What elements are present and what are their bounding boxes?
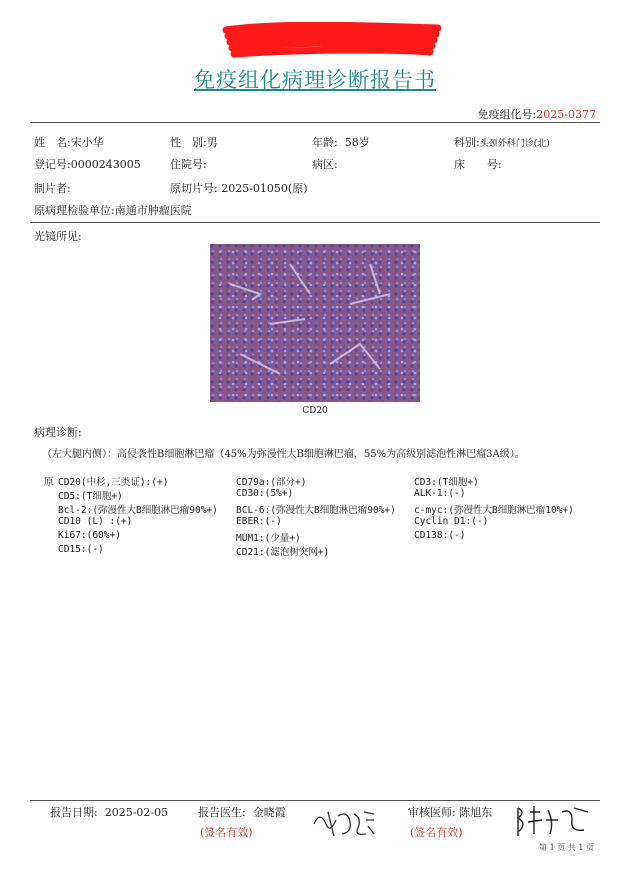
ihc-result: ALK-1:(-) [414,488,466,499]
image-caption: CD20 [302,406,328,416]
doctor-signature [310,804,380,840]
ihc-result: CD3:(T细胞+) [414,477,479,488]
ihc-result: Cyclin D1:(-) [414,516,489,527]
ihc-result: CD138:(-) [414,530,466,541]
ihc-result: CD20(中杉,三类证):(+) [58,477,169,488]
ihc-result: CD79a:(部分+) [236,477,307,488]
doctor-sign-note: (签名有效) [200,826,253,839]
ihc-result: MUM1:(少量+) [236,533,301,544]
dept-field: 科别:头颈外科门诊(北) [454,136,550,149]
sex-field: 性 别:男 [170,136,218,149]
diagnosis-label: 病理诊断: [34,426,82,439]
report-doctor: 金晓霞 [252,806,286,819]
reviewer-signature [514,802,594,840]
ihc-result: CD21:(滤泡树突网+) [236,547,330,558]
divider [30,222,600,223]
ihc-prefix: 原 [44,477,54,488]
microscopy-label: 光镜所见: [34,230,82,243]
ihc-result: Bcl-2:(弥漫性大B细胞淋巴瘤90%+) [58,505,218,516]
doc-number-value: 2025-0377 [536,108,596,121]
ihc-result: Ki67:(60%+) [58,530,121,541]
page-number: 第 1 页 共 1 页 [539,843,594,852]
patient-dept: 头颈外科门诊(北) [479,139,550,149]
inpatient-field: 住院号: [170,158,207,171]
divider [30,800,600,801]
reg-number: 0000243005 [70,158,141,171]
patient-sex: 男 [206,136,218,149]
ihc-result: c-myc:(弥漫性大B细胞淋巴瘤10%+) [414,505,574,516]
doc-number-label: 免疫组化号: [477,108,537,121]
bed-field: 床 号: [454,158,502,171]
orig-slide-field: 原切片号: 2025-01050(原) [170,182,308,195]
doc-number [478,106,596,122]
report-doctor-field: 报告医生: 金晓霞 [198,806,286,819]
maker-field: 制片者: [34,182,71,195]
report-date-field: 报告日期: 2025-02-05 [50,806,169,819]
reviewer-sign-note: (签名有效) [410,826,463,839]
reviewer-field: 审核医师: 陈旭东 [408,806,493,819]
patient-name: 宋小华 [70,136,104,149]
divider [30,122,600,123]
ihc-result: CD30:(5%+) [236,488,294,499]
redaction-mark [222,22,444,62]
ihc-result: CD15:(-) [58,544,104,555]
patient-age: 58岁 [344,136,370,149]
ihc-result: BCL-6:(弥漫性大B细胞淋巴瘤90%+) [236,505,396,516]
ihc-result: CD10 (L) :(+) [58,516,133,527]
diagnosis-text: （左大腿内侧）：高侵袭性B细胞淋巴瘤（45%为弥漫性大B细胞淋巴瘤，55%为高级别滤泡性淋巴瘤3A级）。 [42,449,525,460]
orig-unit-field: 原病理检验单位:南通市肿瘤医院 [34,204,192,217]
age-field: 年龄: 58岁 [312,136,370,149]
ihc-result: EBER:(-) [236,516,282,527]
ward-field: 病区: [312,158,338,171]
micrograph-image [210,244,420,402]
report-date: 2025-02-05 [104,806,169,819]
report-title: 免疫组化病理诊断报告书 [194,68,436,92]
orig-slide-number: 2025-01050(原) [221,182,308,195]
name-field: 姓 名:宋小华 [34,136,104,149]
orig-unit: 南通市肿瘤医院 [114,204,192,217]
reg-field: 登记号:0000243005 [34,158,141,171]
reviewer-name: 陈旭东 [459,806,493,819]
ihc-result: CD5:(T细胞+) [58,491,123,502]
